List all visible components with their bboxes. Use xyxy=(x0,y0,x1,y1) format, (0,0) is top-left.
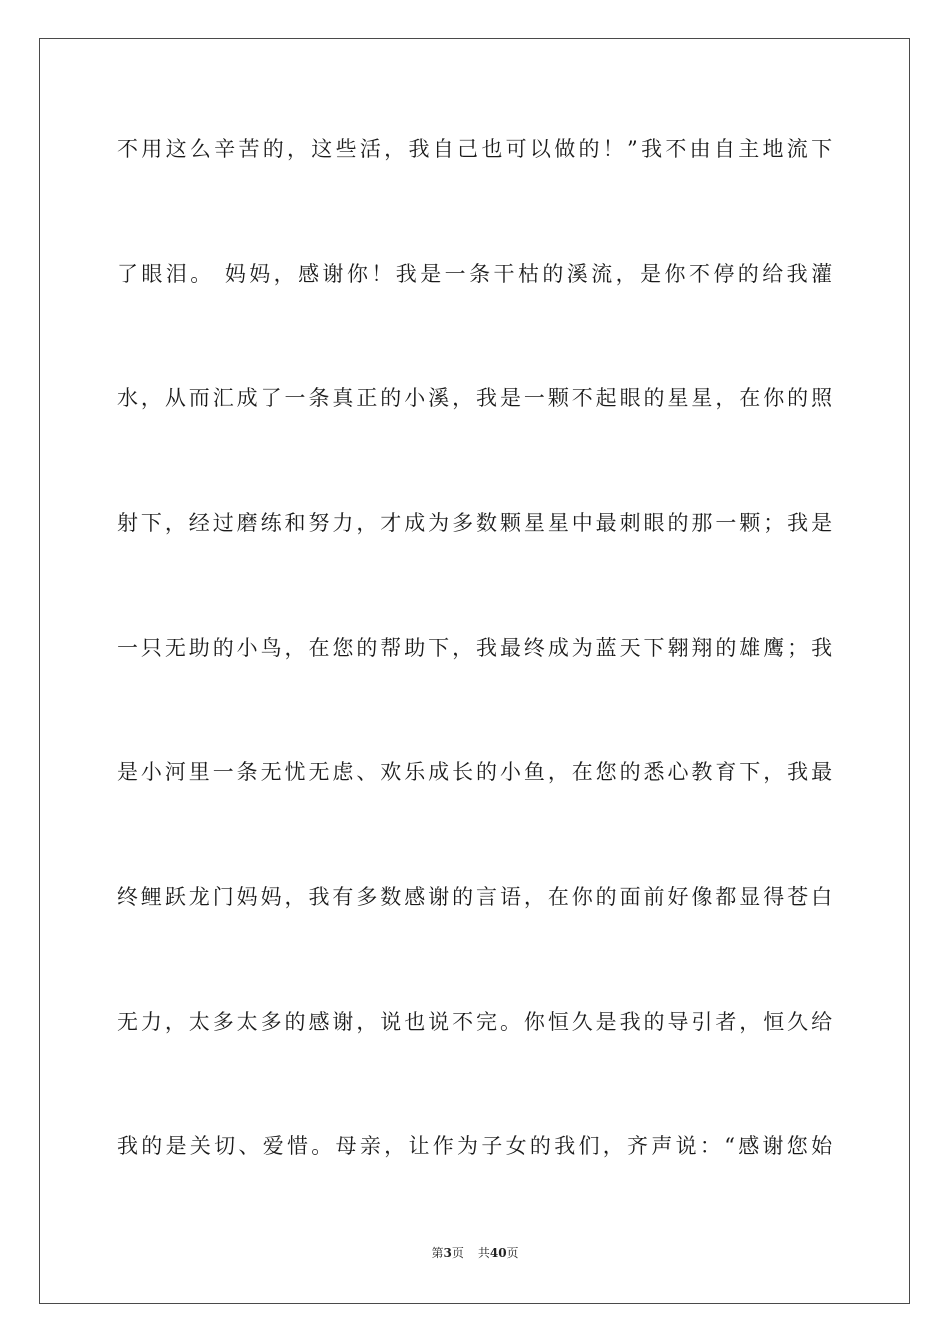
body-text-line: 了眼泪。 妈妈，感谢你！我是一条干枯的溪流，是你不停的给我灌 xyxy=(117,262,833,286)
body-text-line: 水，从而汇成了一条真正的小溪，我是一颗不起眼的星星，在你的照 xyxy=(117,386,833,410)
body-text-line: 终鲤跃龙门妈妈，我有多数感谢的言语，在你的面前好像都显得苍白 xyxy=(117,885,833,909)
page-suffix: 页 xyxy=(451,1246,464,1260)
body-text-line: 一只无助的小鸟，在您的帮助下，我最终成为蓝天下翱翔的雄鹰；我 xyxy=(117,636,833,660)
page-prefix: 第 xyxy=(431,1246,444,1260)
total-pages: 40 xyxy=(489,1246,507,1260)
page-footer xyxy=(0,1244,950,1262)
total-prefix: 共 xyxy=(477,1246,490,1260)
page-border xyxy=(39,38,910,1304)
body-text-line: 不用这么辛苦的，这些活，我自己也可以做的！”我不由自主地流下 xyxy=(117,137,833,161)
body-text-line: 我的是关切、爱惜。母亲，让作为子女的我们，齐声说：“感谢您始 xyxy=(117,1134,833,1158)
page-number: 3 xyxy=(443,1246,452,1260)
body-text-line: 射下，经过磨练和努力，才成为多数颗星星中最刺眼的那一颗；我是 xyxy=(117,511,833,535)
body-text-line: 无力，太多太多的感谢，说也说不完。你恒久是我的导引者，恒久给 xyxy=(117,1010,833,1034)
body-text-line: 是小河里一条无忧无虑、欢乐成长的小鱼，在您的悉心教育下，我最 xyxy=(117,760,833,784)
total-suffix: 页 xyxy=(506,1246,519,1260)
